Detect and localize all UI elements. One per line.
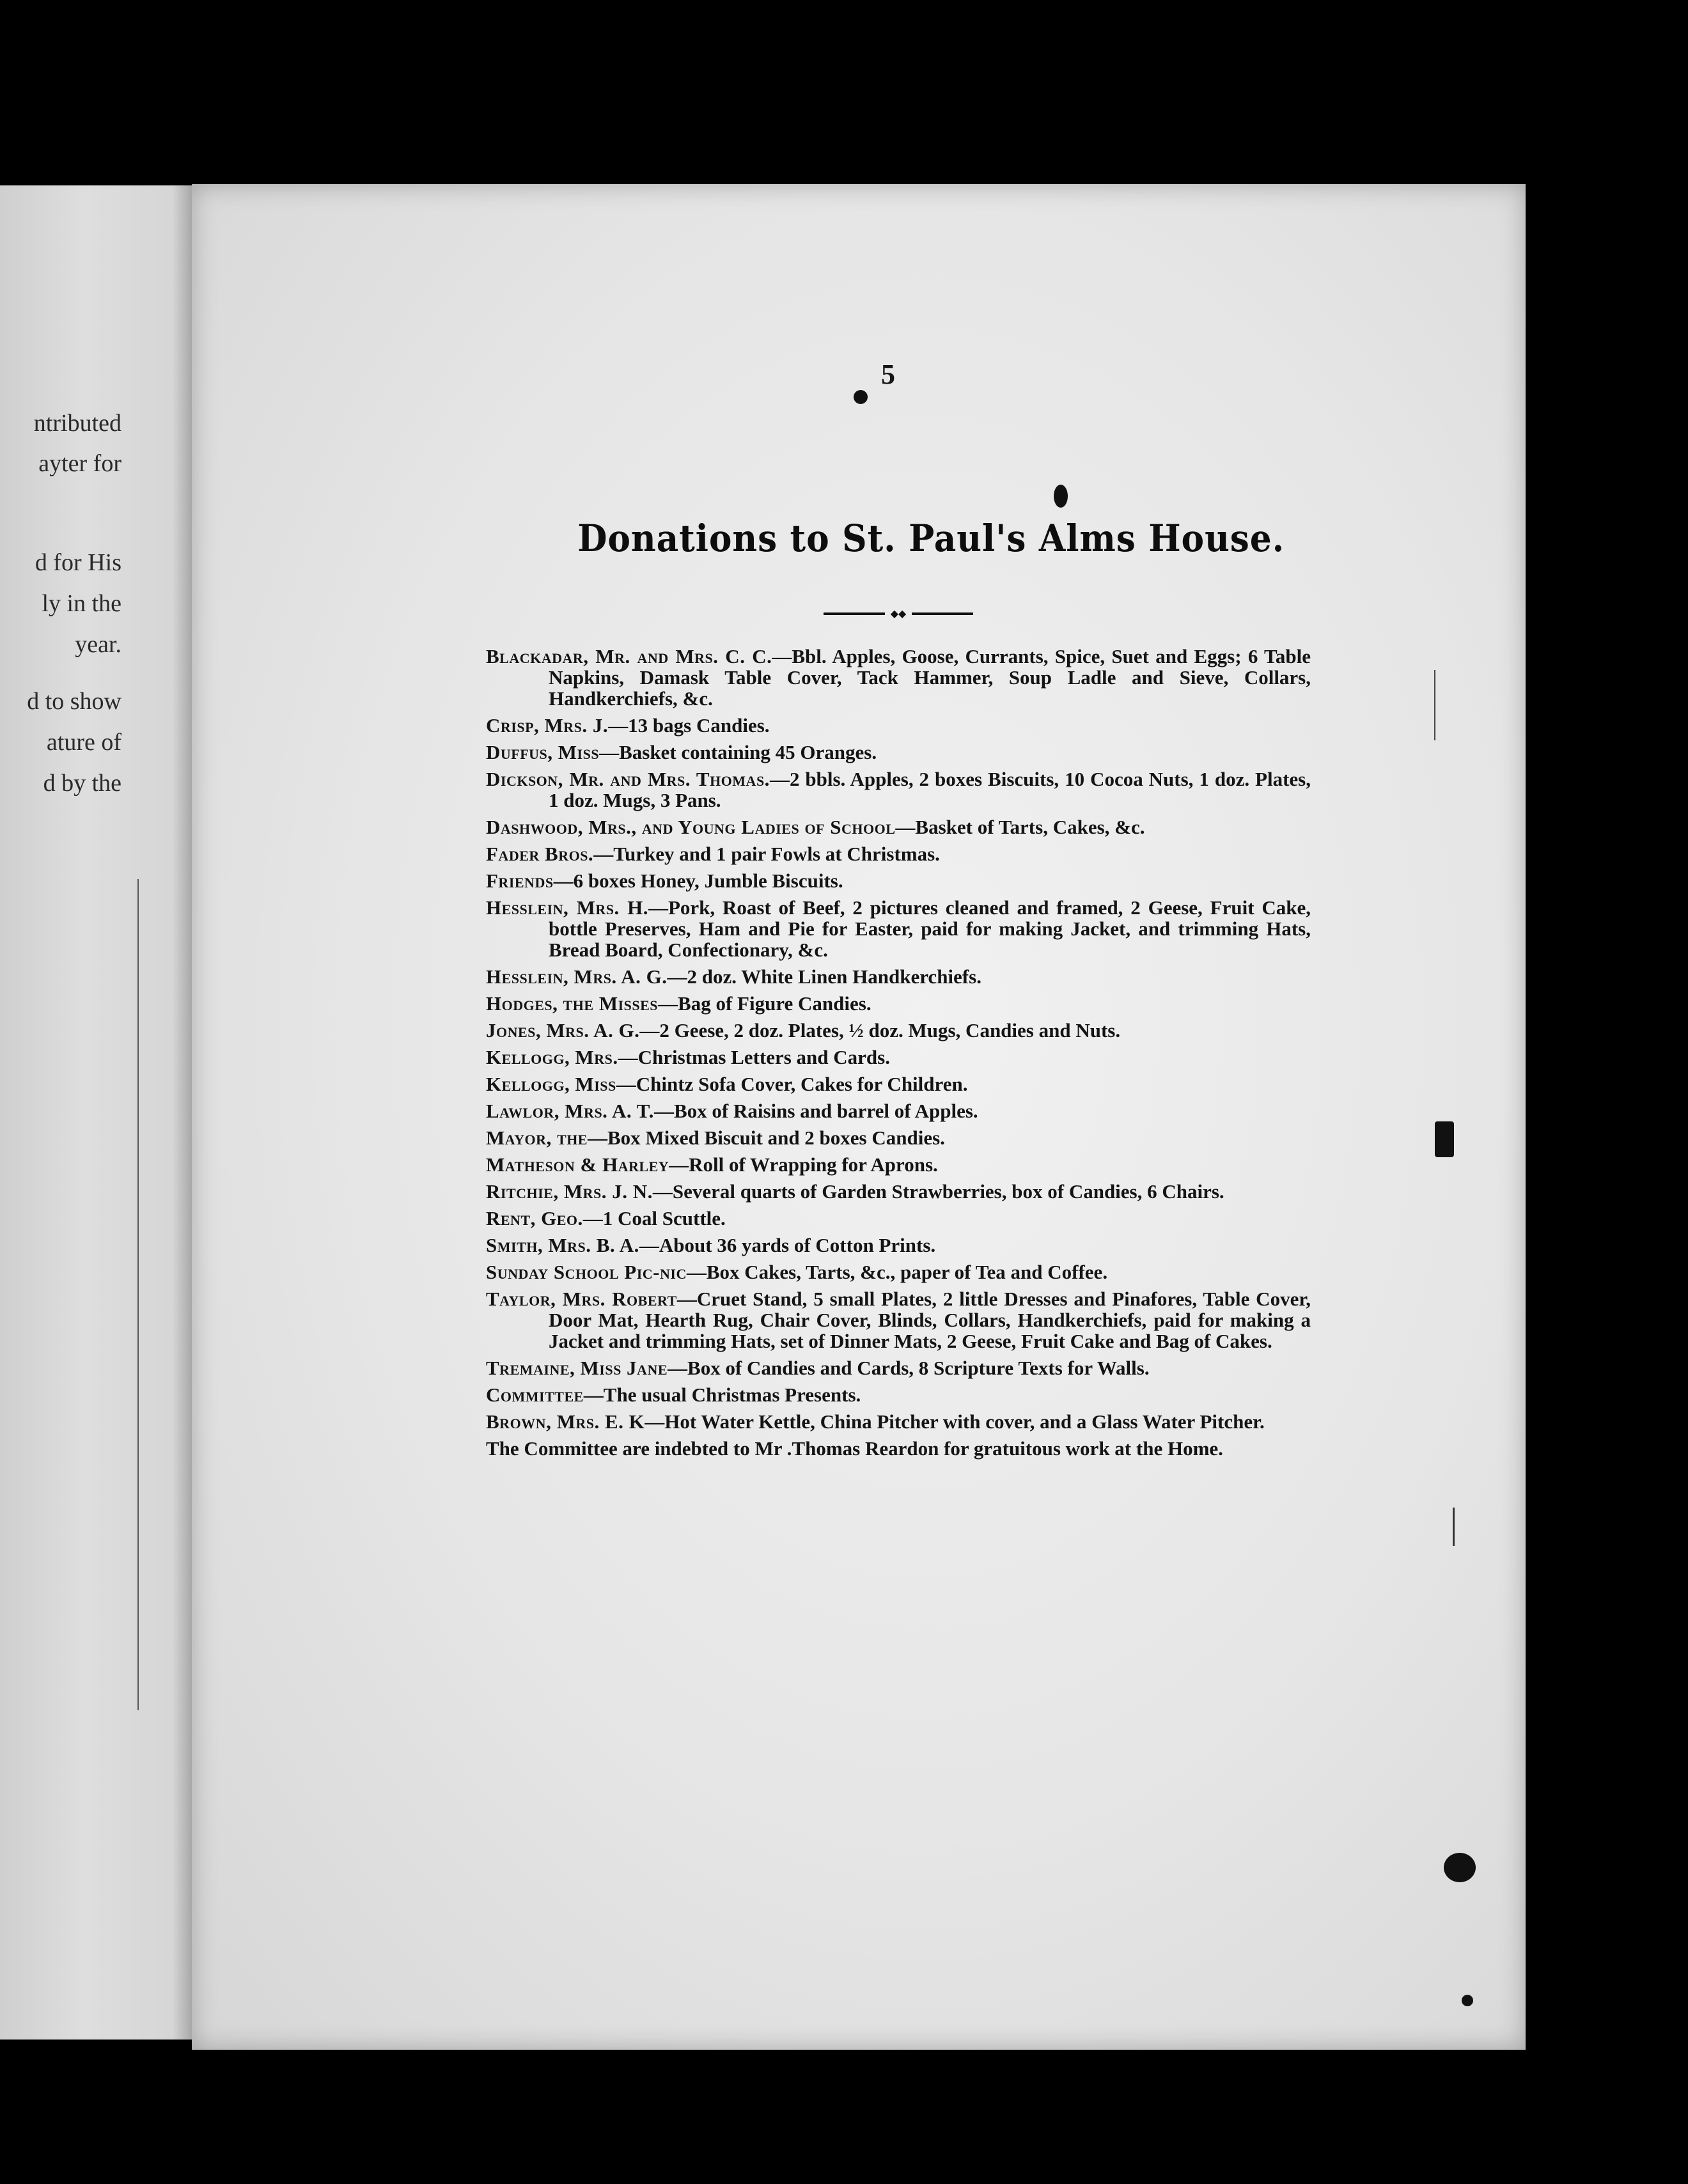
donation-entry xyxy=(486,715,1311,736)
ink-speck xyxy=(1444,1853,1476,1882)
donor-name: Dashwood, Mrs., and Young Ladies of School xyxy=(486,816,896,838)
donor-name: Matheson & Harley xyxy=(486,1153,669,1176)
donation-items: —Several quarts of Garden Strawberries, box of Candies, 6 Chairs. xyxy=(652,1180,1224,1203)
donation-items: —Box Mixed Biscuit and 2 boxes Candies. xyxy=(587,1127,945,1149)
donor-name: Crisp, Mrs. J. xyxy=(486,714,609,737)
left-page-line: d to show xyxy=(27,688,121,715)
donation-items: —Box of Candies and Cards, 8 Scripture Texts for Walls. xyxy=(668,1357,1150,1379)
left-page-line: d for His xyxy=(35,549,121,576)
donation-items: —Pork, Roast of Beef, 2 pictures cleaned and framed, 2 Geese, Fruit Cake, bottle Preserves, Ham and Pie for Easter, paid for making Jacket, and trimming Hats, Bread Board, Confectionary, &c. xyxy=(549,896,1311,961)
donation-entry xyxy=(486,768,1311,811)
donation-entry xyxy=(486,897,1311,960)
donation-items: —Roll of Wrapping for Aprons. xyxy=(669,1153,938,1176)
donor-name: Kellogg, Miss xyxy=(486,1073,616,1095)
donation-entry xyxy=(486,1100,1311,1121)
donor-name: Jones, Mrs. A. G. xyxy=(486,1019,640,1041)
donation-items: —2 doz. White Linen Handkerchiefs. xyxy=(667,965,981,988)
left-page-line: ayter for xyxy=(38,450,121,477)
left-page-line: d by the xyxy=(43,770,121,797)
donation-entry xyxy=(486,966,1311,987)
donation-entry xyxy=(486,1181,1311,1202)
donation-items: —Hot Water Kettle, China Pitcher with cover, and a Glass Water Pitcher. xyxy=(645,1410,1265,1433)
donor-name: Ritchie, Mrs. J. N. xyxy=(486,1180,653,1203)
donation-items: —Chintz Sofa Cover, Cakes for Children. xyxy=(616,1073,968,1095)
donation-entry xyxy=(486,1208,1311,1229)
donation-items: —2 bbls. Apples, 2 boxes Biscuits, 10 Cocoa Nuts, 1 doz. Plates, 1 doz. Mugs, 3 Pans. xyxy=(549,768,1311,811)
donor-name: Lawlor, Mrs. A. T. xyxy=(486,1100,654,1122)
film-scratch xyxy=(1453,1508,1455,1546)
donor-name: Hesslein, Mrs. A. G. xyxy=(486,965,668,988)
donation-entry xyxy=(486,1357,1311,1378)
ink-speck xyxy=(854,390,868,404)
donor-name: Kellogg, Mrs. xyxy=(486,1046,618,1068)
donation-items: —6 boxes Honey, Jumble Biscuits. xyxy=(553,870,843,892)
donation-entry xyxy=(486,1047,1311,1068)
donation-items: —Turkey and 1 pair Fowls at Christmas. xyxy=(593,843,940,865)
donation-entry xyxy=(486,1127,1311,1148)
donation-items: —2 Geese, 2 doz. Plates, ½ doz. Mugs, Candies and Nuts. xyxy=(639,1019,1121,1041)
left-page-line: ature of xyxy=(46,729,121,756)
donor-name: Brown, Mrs. E. K xyxy=(486,1410,645,1433)
donation-items: —The usual Christmas Presents. xyxy=(583,1384,861,1406)
donation-items: —Cruet Stand, 5 small Plates, 2 little Dresses and Pinafores, Table Cover, Door Mat, Hearth Rug, Chair Cover, Blinds, Collars, Handkerchiefs, paid for making a Jacket and trimming Hats, set of Dinner Mats, 2 Geese, Fruit Cake and Bag of Cakes. xyxy=(549,1288,1311,1352)
ornament-rule xyxy=(912,612,973,615)
donation-entry xyxy=(486,1073,1311,1095)
donor-name: Friends xyxy=(486,870,554,892)
donation-list xyxy=(486,646,1311,1465)
donation-entry xyxy=(486,843,1311,864)
ink-speck xyxy=(1462,1995,1473,2006)
donor-name: Mayor, the xyxy=(486,1127,588,1149)
donation-entry xyxy=(486,993,1311,1014)
donor-name: Rent, Geo. xyxy=(486,1207,583,1229)
donation-entry xyxy=(486,1438,1311,1459)
donor-name: Taylor, Mrs. Robert xyxy=(486,1288,677,1310)
donor-name: Tremaine, Miss Jane xyxy=(486,1357,668,1379)
donation-entry xyxy=(486,1235,1311,1256)
page-title: Donations to St. Paul's Alms House. xyxy=(577,517,1285,560)
donation-entry xyxy=(486,1020,1311,1041)
donation-items: —About 36 yards of Cotton Prints. xyxy=(639,1234,936,1256)
donation-entry xyxy=(486,1288,1311,1352)
donation-entry xyxy=(486,742,1311,763)
donation-items: —Bag of Figure Candies. xyxy=(658,992,871,1015)
donation-entry xyxy=(486,1384,1311,1405)
donation-entry xyxy=(486,646,1311,709)
donor-name: Smith, Mrs. B. A. xyxy=(486,1234,639,1256)
ink-speck xyxy=(1435,1121,1454,1157)
ornament-dots: ◆◆ xyxy=(890,607,907,620)
left-page-line: ly in the xyxy=(42,590,121,617)
donation-items: —13 bags Candies. xyxy=(608,714,770,737)
donation-items: —1 Coal Scuttle. xyxy=(582,1207,726,1229)
donation-entry xyxy=(486,1411,1311,1432)
ink-speck xyxy=(1054,485,1068,508)
donation-entry xyxy=(486,870,1311,891)
donation-items: —Basket containing 45 Oranges. xyxy=(599,741,877,763)
donor-name: Dickson, Mr. and Mrs. Thomas. xyxy=(486,768,770,790)
donation-entry xyxy=(486,816,1311,838)
donor-name: Sunday School Pic-nic xyxy=(486,1261,687,1283)
donation-items: —Bbl. Apples, Goose, Currants, Spice, Suet and Eggs; 6 Table Napkins, Damask Table Cover, Tack Hammer, Soup Ladle and Sieve, Collars, Handkerchiefs, &c. xyxy=(549,645,1311,710)
donation-items: —Box of Raisins and barrel of Apples. xyxy=(653,1100,978,1122)
film-scratch xyxy=(137,879,139,1710)
ornament-rule xyxy=(824,612,885,615)
donation-items: The Committee are indebted to Mr .Thomas Reardon for gratuitous work at the Home. xyxy=(486,1437,1223,1460)
title-ornament xyxy=(824,607,973,620)
donor-name: Hodges, the Misses xyxy=(486,992,659,1015)
left-page-line: year. xyxy=(75,631,121,658)
donation-entry xyxy=(486,1154,1311,1175)
page-number: 5 xyxy=(881,359,895,390)
donor-name: Hesslein, Mrs. H. xyxy=(486,896,648,919)
donation-items: —Box Cakes, Tarts, &c., paper of Tea and Coffee. xyxy=(686,1261,1108,1283)
donation-items: —Christmas Letters and Cards. xyxy=(618,1046,890,1068)
donor-name: Committee xyxy=(486,1384,584,1406)
film-scratch xyxy=(1434,670,1435,740)
donor-name: Duffus, Miss xyxy=(486,741,600,763)
donation-items: —Basket of Tarts, Cakes, &c. xyxy=(895,816,1145,838)
left-page-line: ntributed xyxy=(33,410,121,437)
donation-entry xyxy=(486,1261,1311,1283)
donor-name: Fader Bros. xyxy=(486,843,594,865)
donor-name: Blackadar, Mr. and Mrs. C. C. xyxy=(486,645,772,667)
